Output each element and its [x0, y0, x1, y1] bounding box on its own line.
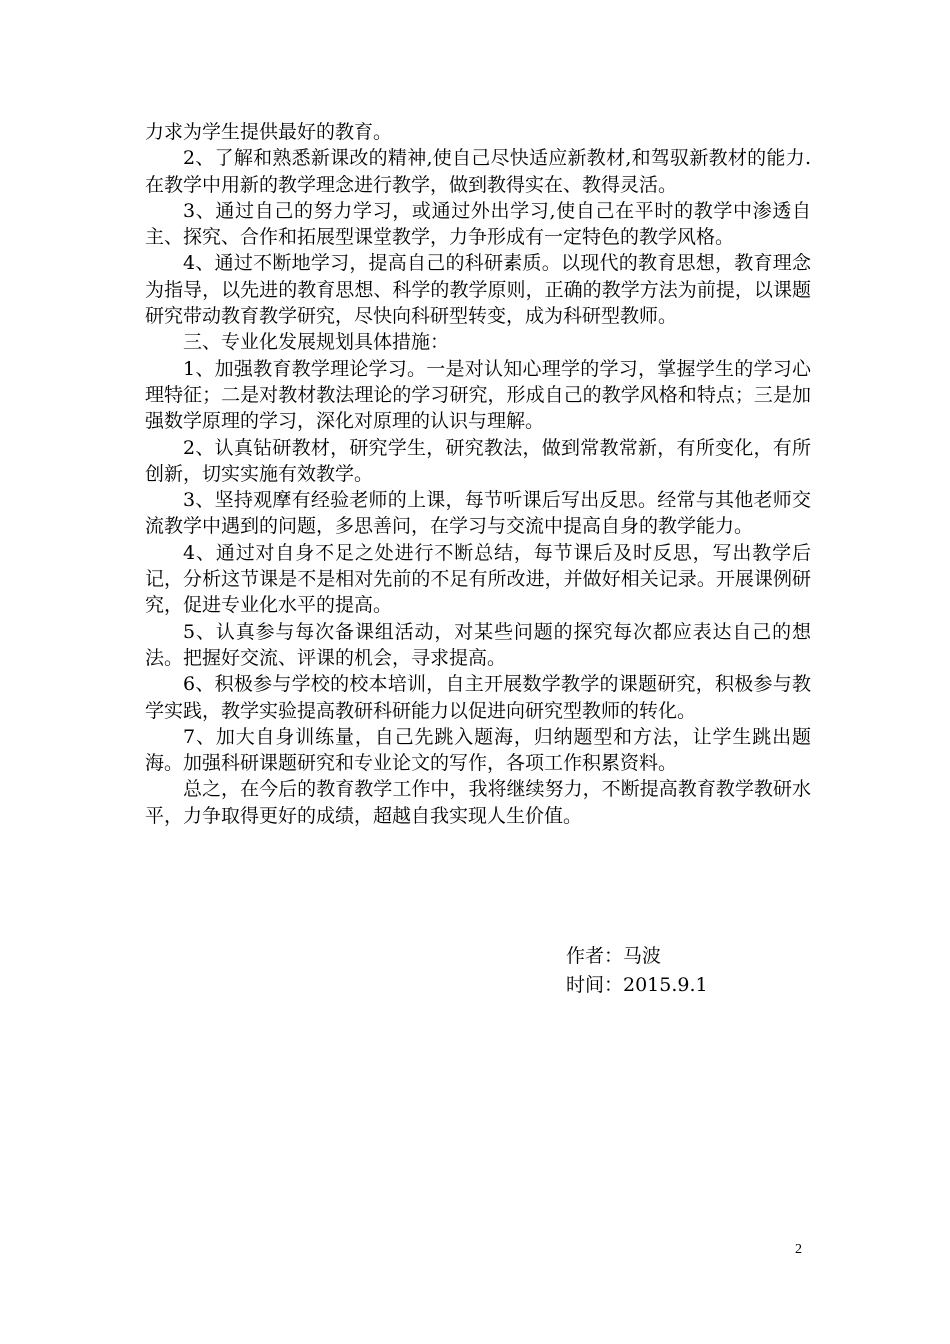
- paragraph-goal-3: 3、通过自己的努力学习，或通过外出学习,使自己在平时的教学中渗透自主、探究、合作和拓展型课堂教学，力争形成有一定特色的教学风格。: [145, 199, 811, 249]
- page-number: 2: [795, 1242, 802, 1257]
- date-line: 时间：2015.9.1: [566, 974, 708, 996]
- author-line: 作者：马波: [566, 945, 662, 967]
- paragraph-measure-4: 4、通过对自身不足之处进行不断总结，每节课后及时反思，写出教学后记，分析这节课是不是相对先前的不足有所改进，并做好相关记录。开展课例研究，促进专业化水平的提高。: [145, 541, 811, 617]
- section-heading-measures: 三、专业化发展规划具体措施：: [183, 331, 450, 354]
- paragraph-conclusion: 总之，在今后的教育教学工作中，我将继续努力，不断提高教育教学教研水平，力争取得更好的成绩，超越自我实现人生价值。: [145, 778, 811, 827]
- document-body: [145, 119, 811, 829]
- paragraph-measure-2: 2、认真钻研教材，研究学生，研究教法，做到常教常新，有所变化，有所创新，切实实施有效教学。: [145, 436, 811, 485]
- paragraph-continuation: 力求为学生提供最好的教育。: [145, 121, 393, 143]
- paragraph-measure-5: 5、认真参与每次备课组活动，对某些问题的探究每次都应表达自己的想法。把握好交流、评课的机会，寻求提高。: [145, 620, 811, 669]
- paragraph-goal-4: 4、通过不断地学习，提高自己的科研素质。以现代的教育思想，教育理念为指导，以先进的教育思想、科学的教学原则，正确的教学方法为前提，以课题研究带动教育教学研究，尽快向科研型转变，成为科研型教师。: [145, 252, 811, 328]
- paragraph-measure-7: 7、加大自身训练量，自己先跳入题海，归纳题型和方法，让学生跳出题海。加强科研课题研究和专业论文的写作，各项工作积累资料。: [145, 725, 811, 775]
- signature-block: [566, 942, 806, 1000]
- paragraph-goal-2: 2、了解和熟悉新课改的精神,使自己尽快适应新教材,和驾驭新教材的能力. 在教学中用新的教学理念进行教学，做到教得实在、教得灵活。: [145, 147, 811, 196]
- paragraph-measure-1: 1、加强教育教学理论学习。一是对认知心理学的学习，掌握学生的学习心理特征；二是对教材教法理论的学习研究，形成自己的教学风格和特点；三是加强数学原理的学习，深化对原理的认识与理解。: [145, 357, 811, 433]
- paragraph-measure-3: 3、坚持观摩有经验老师的上课，每节听课后写出反思。经常与其他老师交流教学中遇到的问题，多思善问，在学习与交流中提高自身的教学能力。: [145, 489, 811, 538]
- paragraph-measure-6: 6、积极参与学校的校本培训，自主开展数学教学的课题研究，积极参与教学实践，教学实验提高教研科研能力以促进向研究型教师的转化。: [145, 673, 811, 722]
